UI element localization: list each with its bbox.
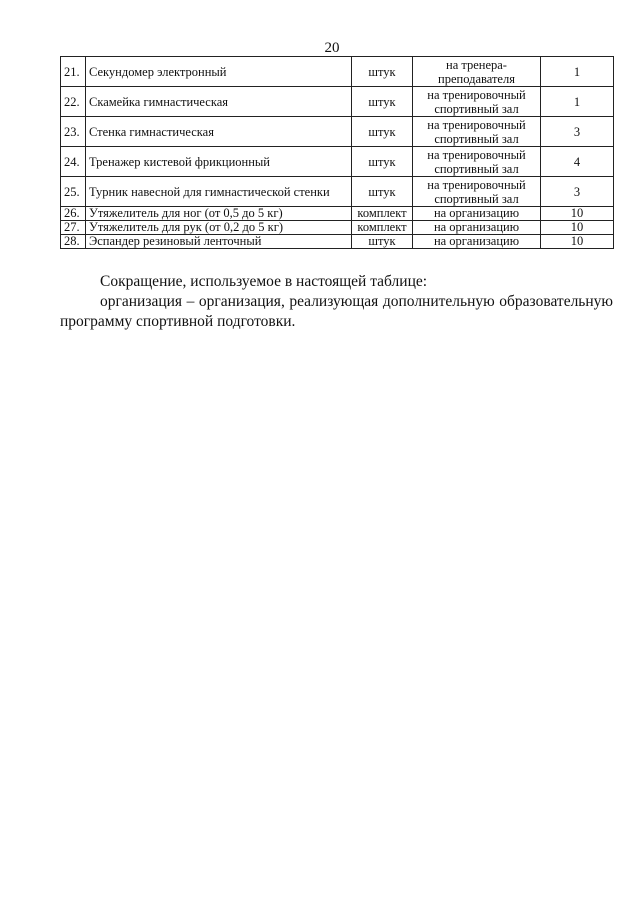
- item-quantity: 1: [541, 57, 614, 87]
- item-allocation: на тренировочный спортивный зал: [413, 177, 541, 207]
- item-name: Турник навесной для гимнастической стенки: [86, 177, 352, 207]
- table-row: [61, 57, 614, 87]
- item-allocation: на тренера-преподавателя: [413, 57, 541, 87]
- item-unit: штук: [352, 117, 413, 147]
- table-row: [61, 117, 614, 147]
- item-allocation: на тренировочный спортивный зал: [413, 87, 541, 117]
- item-name: Скамейка гимнастическая: [86, 87, 352, 117]
- page-number: 20: [324, 40, 340, 56]
- item-quantity: 3: [541, 117, 614, 147]
- item-name: Секундомер электронный: [86, 57, 352, 87]
- table-row: [61, 207, 614, 221]
- item-allocation: на организацию: [413, 235, 541, 249]
- row-number: 25.: [61, 177, 86, 207]
- item-unit: штук: [352, 57, 413, 87]
- item-allocation: на тренировочный спортивный зал: [413, 117, 541, 147]
- item-name: Эспандер резиновый ленточный: [86, 235, 352, 249]
- row-number: 26.: [61, 207, 86, 221]
- item-unit: комплект: [352, 221, 413, 235]
- item-quantity: 10: [541, 221, 614, 235]
- item-unit: штук: [352, 87, 413, 117]
- table-row: [61, 177, 614, 207]
- row-number: 24.: [61, 147, 86, 177]
- item-unit: штук: [352, 235, 413, 249]
- item-quantity: 10: [541, 207, 614, 221]
- table-row: [61, 87, 614, 117]
- item-allocation: на тренировочный спортивный зал: [413, 147, 541, 177]
- table-row: [61, 147, 614, 177]
- item-unit: штук: [352, 147, 413, 177]
- row-number: 28.: [61, 235, 86, 249]
- table-row: [61, 221, 614, 235]
- item-allocation: на организацию: [413, 221, 541, 235]
- abbreviation-definition: организация – организация, реализующая дополнительную образовательную программу спортивной подготовки.: [60, 293, 613, 330]
- equipment-table: [60, 56, 614, 249]
- item-quantity: 10: [541, 235, 614, 249]
- item-name: Стенка гимнастическая: [86, 117, 352, 147]
- item-allocation: на организацию: [413, 207, 541, 221]
- item-name: Утяжелитель для рук (от 0,2 до 5 кг): [86, 221, 352, 235]
- abbreviation-heading: Сокращение, используемое в настоящей таблице:: [100, 273, 428, 290]
- row-number: 23.: [61, 117, 86, 147]
- item-quantity: 4: [541, 147, 614, 177]
- item-name: Утяжелитель для ног (от 0,5 до 5 кг): [86, 207, 352, 221]
- row-number: 22.: [61, 87, 86, 117]
- item-quantity: 1: [541, 87, 614, 117]
- abbreviation-notes: [60, 272, 613, 332]
- row-number: 27.: [61, 221, 86, 235]
- item-unit: штук: [352, 177, 413, 207]
- item-unit: комплект: [352, 207, 413, 221]
- item-name: Тренажер кистевой фрикционный: [86, 147, 352, 177]
- item-quantity: 3: [541, 177, 614, 207]
- row-number: 21.: [61, 57, 86, 87]
- table-row: [61, 235, 614, 249]
